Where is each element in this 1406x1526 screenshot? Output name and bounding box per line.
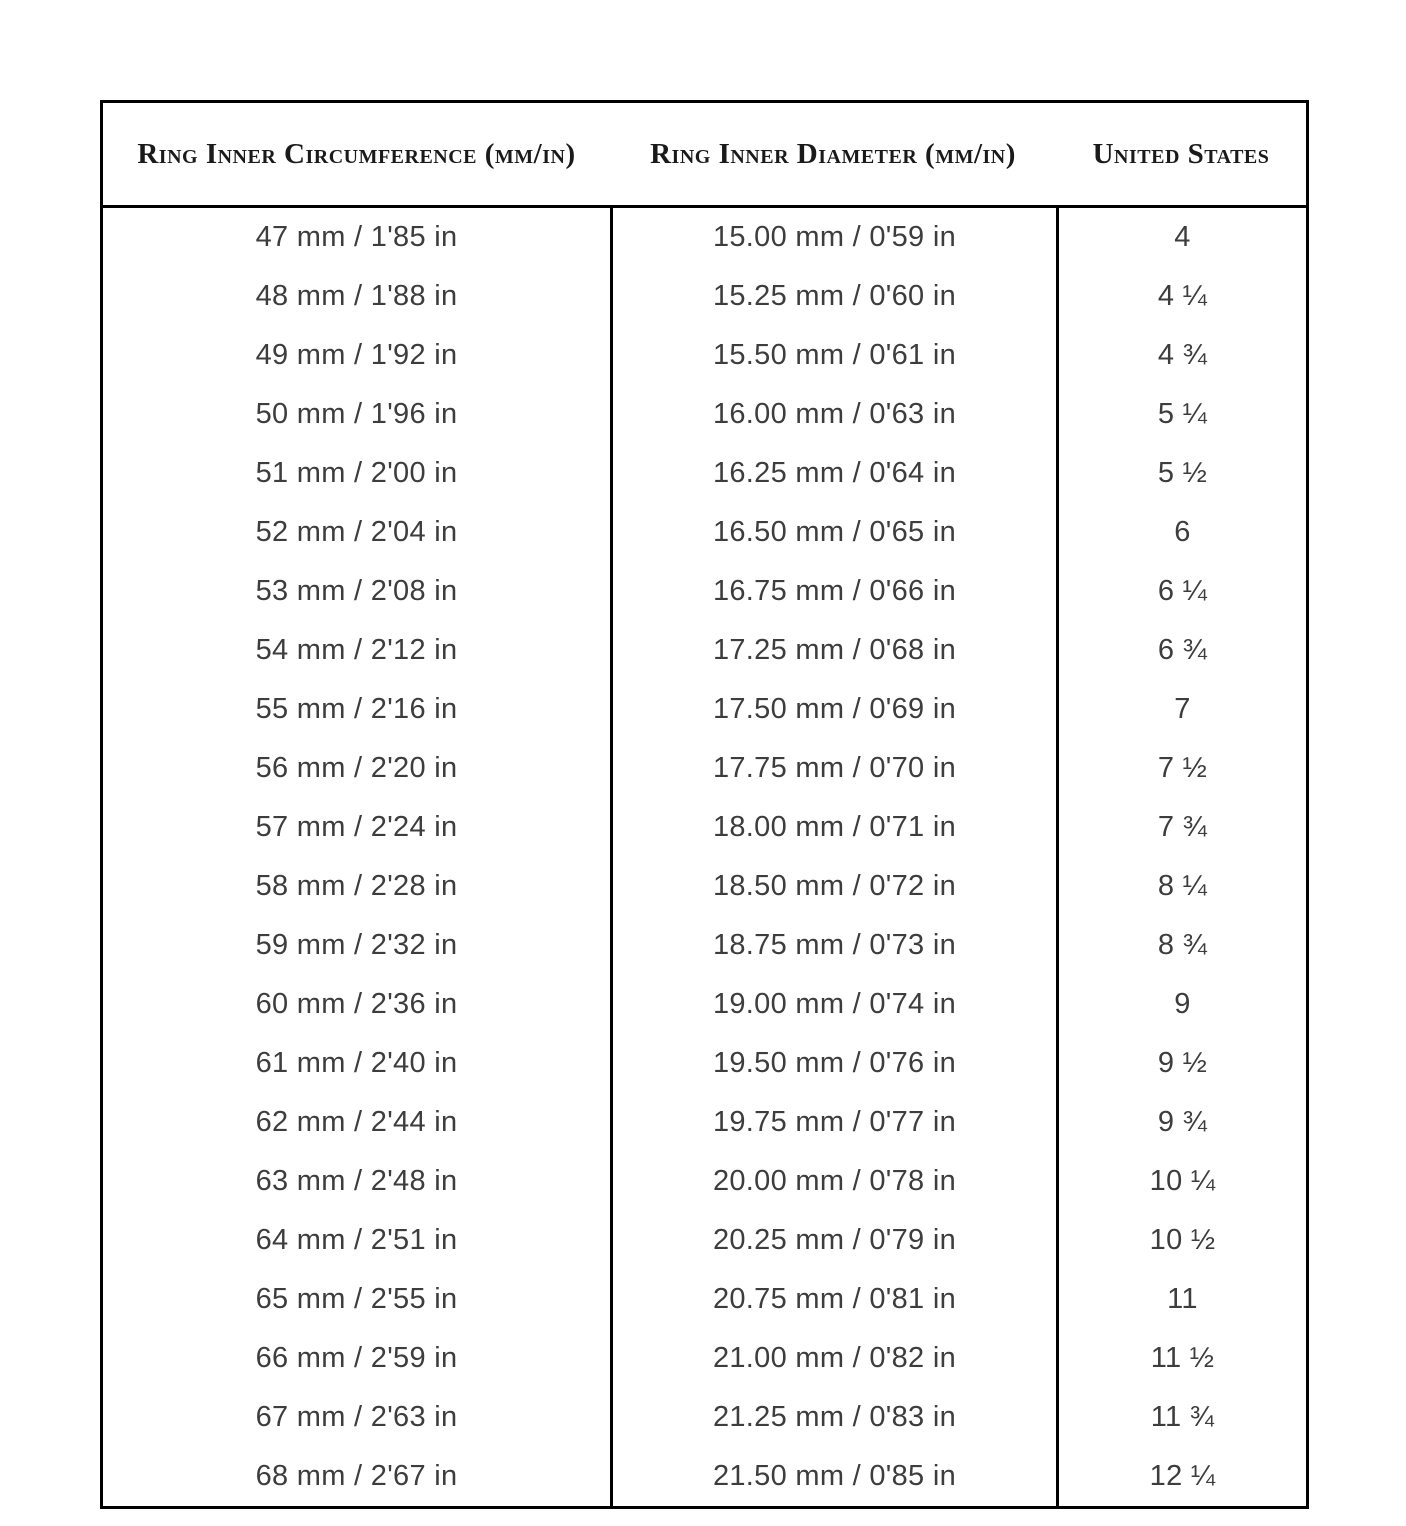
ring-size-table: [100, 100, 1309, 1509]
cell-us-size: 11 ½: [1056, 1329, 1306, 1388]
cell-diameter: 21.50 mm / 0'85 in: [610, 1447, 1056, 1506]
table-row: [103, 916, 1306, 975]
header-circumference: Ring Inner Circumference (mm/in): [137, 137, 576, 170]
table-row: [103, 1093, 1306, 1152]
cell-circumference: 62 mm / 2'44 in: [255, 1106, 458, 1138]
cell-us-size: 10 ¼: [1056, 1152, 1306, 1211]
table-row: [103, 1447, 1306, 1506]
cell-us-size: 10 ½: [1056, 1211, 1306, 1270]
cell-diameter: 18.00 mm / 0'71 in: [610, 798, 1056, 857]
cell-us-size: 6 ¼: [1056, 562, 1306, 621]
cell-diameter: 20.00 mm / 0'78 in: [610, 1152, 1056, 1211]
cell-circumference: 53 mm / 2'08 in: [255, 575, 458, 607]
cell-diameter: 20.75 mm / 0'81 in: [610, 1270, 1056, 1329]
cell-diameter: 18.50 mm / 0'72 in: [610, 857, 1056, 916]
cell-circumference: 68 mm / 2'67 in: [255, 1460, 458, 1492]
cell-circumference: 51 mm / 2'00 in: [255, 457, 458, 489]
table-row: [103, 975, 1306, 1034]
cell-circumference: 57 mm / 2'24 in: [255, 811, 458, 843]
table-row: [103, 1329, 1306, 1388]
cell-us-size: 5 ¼: [1056, 385, 1306, 444]
cell-circumference: 58 mm / 2'28 in: [255, 870, 458, 902]
cell-diameter: 16.25 mm / 0'64 in: [610, 444, 1056, 503]
cell-circumference: 52 mm / 2'04 in: [255, 516, 458, 548]
cell-diameter: 17.25 mm / 0'68 in: [610, 621, 1056, 680]
cell-circumference: 63 mm / 2'48 in: [255, 1165, 458, 1197]
cell-us-size: 9: [1056, 975, 1306, 1034]
cell-circumference: 50 mm / 1'96 in: [255, 398, 458, 430]
cell-circumference: 65 mm / 2'55 in: [255, 1283, 458, 1315]
table-row: [103, 326, 1306, 385]
cell-us-size: 9 ¾: [1056, 1093, 1306, 1152]
cell-us-size: 8 ¾: [1056, 916, 1306, 975]
cell-diameter: 18.75 mm / 0'73 in: [610, 916, 1056, 975]
cell-circumference: 64 mm / 2'51 in: [255, 1224, 458, 1256]
cell-diameter: 20.25 mm / 0'79 in: [610, 1211, 1056, 1270]
table-row: [103, 857, 1306, 916]
table-row: [103, 267, 1306, 326]
table-row: [103, 1211, 1306, 1270]
cell-us-size: 4 ¼: [1056, 267, 1306, 326]
table-row: [103, 621, 1306, 680]
table-body: [103, 208, 1306, 1506]
cell-circumference: 48 mm / 1'88 in: [255, 280, 458, 312]
header-united-states: United States: [1092, 137, 1270, 170]
cell-diameter: 16.00 mm / 0'63 in: [610, 385, 1056, 444]
cell-us-size: 6 ¾: [1056, 621, 1306, 680]
table-row: [103, 1388, 1306, 1447]
header-diameter: Ring Inner Diameter (mm/in): [650, 137, 1016, 170]
cell-diameter: 17.50 mm / 0'69 in: [610, 680, 1056, 739]
table-row: [103, 503, 1306, 562]
cell-diameter: 15.50 mm / 0'61 in: [610, 326, 1056, 385]
cell-circumference: 59 mm / 2'32 in: [255, 929, 458, 961]
cell-us-size: 7 ½: [1056, 739, 1306, 798]
table-row: [103, 444, 1306, 503]
table-row: [103, 208, 1306, 267]
table-row: [103, 385, 1306, 444]
cell-diameter: 17.75 mm / 0'70 in: [610, 739, 1056, 798]
cell-us-size: 7: [1056, 680, 1306, 739]
table-row: [103, 1270, 1306, 1329]
cell-diameter: 19.50 mm / 0'76 in: [610, 1034, 1056, 1093]
cell-diameter: 21.25 mm / 0'83 in: [610, 1388, 1056, 1447]
table-row: [103, 1152, 1306, 1211]
cell-us-size: 11 ¾: [1056, 1388, 1306, 1447]
cell-circumference: 56 mm / 2'20 in: [255, 752, 458, 784]
cell-us-size: 12 ¼: [1056, 1447, 1306, 1506]
cell-circumference: 54 mm / 2'12 in: [255, 634, 458, 666]
cell-circumference: 55 mm / 2'16 in: [255, 693, 458, 725]
cell-circumference: 49 mm / 1'92 in: [255, 339, 458, 371]
cell-circumference: 47 mm / 1'85 in: [255, 221, 458, 253]
table-row: [103, 1034, 1306, 1093]
table-row: [103, 680, 1306, 739]
table-row: [103, 562, 1306, 621]
cell-circumference: 66 mm / 2'59 in: [255, 1342, 458, 1374]
table-row: [103, 739, 1306, 798]
cell-circumference: 60 mm / 2'36 in: [255, 988, 458, 1020]
cell-diameter: 19.75 mm / 0'77 in: [610, 1093, 1056, 1152]
cell-circumference: 67 mm / 2'63 in: [255, 1401, 458, 1433]
cell-us-size: 9 ½: [1056, 1034, 1306, 1093]
cell-diameter: 16.75 mm / 0'66 in: [610, 562, 1056, 621]
cell-diameter: 15.25 mm / 0'60 in: [610, 267, 1056, 326]
cell-diameter: 19.00 mm / 0'74 in: [610, 975, 1056, 1034]
cell-diameter: 15.00 mm / 0'59 in: [610, 208, 1056, 267]
table-row: [103, 798, 1306, 857]
cell-circumference: 61 mm / 2'40 in: [255, 1047, 458, 1079]
cell-us-size: 4 ¾: [1056, 326, 1306, 385]
cell-us-size: 8 ¼: [1056, 857, 1306, 916]
cell-us-size: 5 ½: [1056, 444, 1306, 503]
cell-us-size: 6: [1056, 503, 1306, 562]
cell-us-size: 11: [1056, 1270, 1306, 1329]
cell-diameter: 16.50 mm / 0'65 in: [610, 503, 1056, 562]
cell-us-size: 7 ¾: [1056, 798, 1306, 857]
table-header-row: [103, 103, 1306, 208]
cell-us-size: 4: [1056, 208, 1306, 267]
cell-diameter: 21.00 mm / 0'82 in: [610, 1329, 1056, 1388]
